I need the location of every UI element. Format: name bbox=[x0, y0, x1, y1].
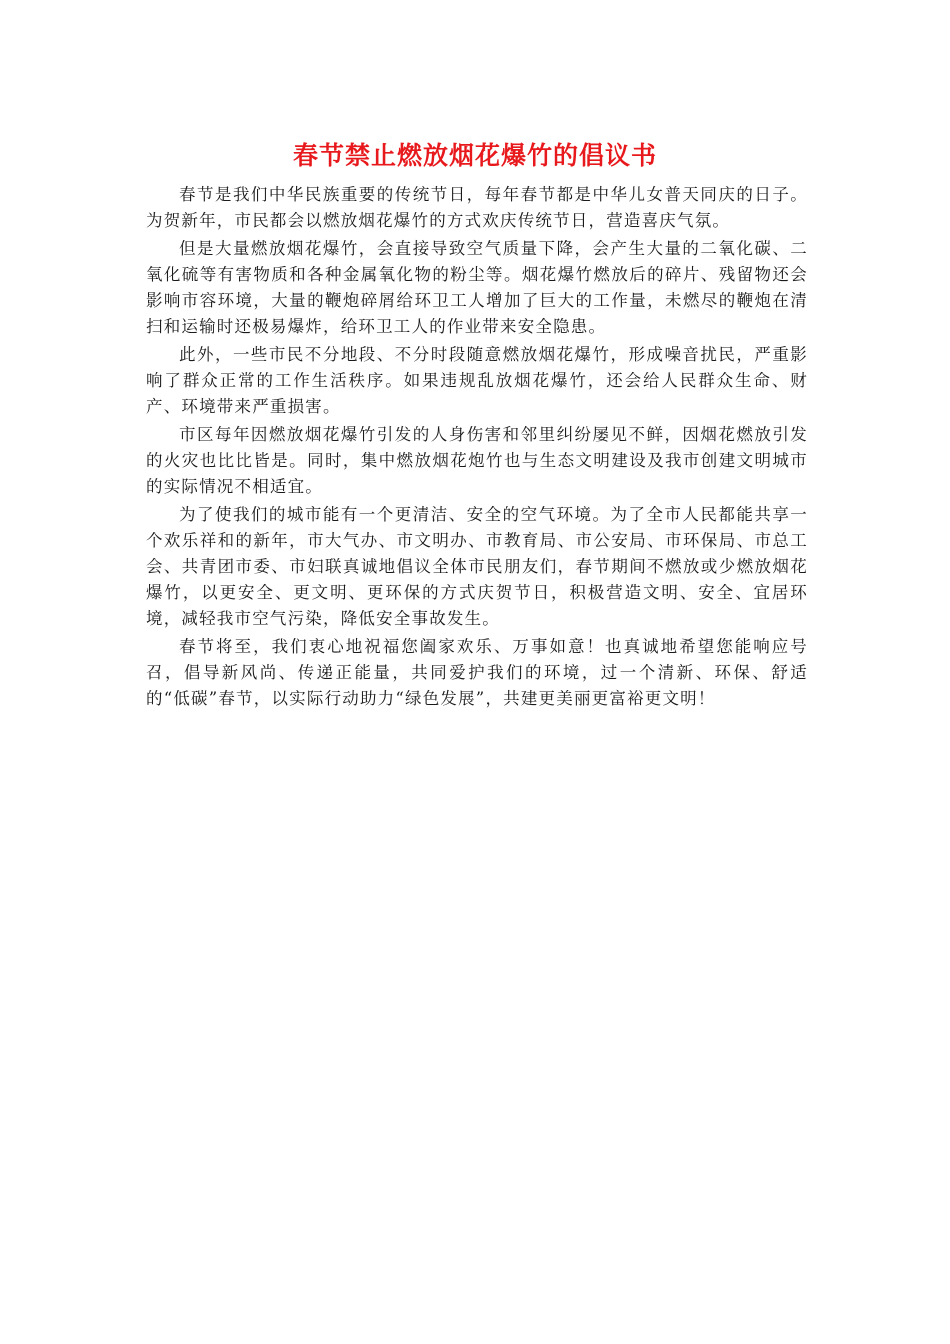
paragraph-3: 此外，一些市民不分地段、不分时段随意燃放烟花爆竹，形成噪音扰民，严重影响了群众正常的工作生活秩序。如果违规乱放烟花爆竹，还会给人民群众生命、财产、环境带来严重损害。 bbox=[146, 345, 808, 416]
document-title: 春节禁止燃放烟花爆竹的倡议书 bbox=[292, 141, 657, 170]
paragraph-5: 为了使我们的城市能有一个更清洁、安全的空气环境。为了全市人民都能共享一个欢乐祥和的新年，市大气办、市文明办、市教育局、市公安局、市环保局、市总工会、共青团市委、市妇联真诚地倡议全体市民朋友们，春节期间不燃放或少燃放烟花爆竹，以更安全、更文明、更环保的方式庆贺节日，积极营造文明、安全、宜居环境，减轻我市空气污染，降低安全事故发生。 bbox=[146, 505, 808, 628]
document-body bbox=[146, 182, 808, 714]
paragraph-6: 春节将至，我们衷心地祝福您阖家欢乐、万事如意！也真诚地希望您能响应号召，倡导新风尚、传递正能量，共同爱护我们的环境，过一个清新、环保、舒适的“低碳”春节，以实际行动助力“绿色发展”，共建更美丽更富裕更文明！ bbox=[146, 637, 808, 708]
paragraph-2: 但是大量燃放烟花爆竹，会直接导致空气质量下降，会产生大量的二氧化碳、二氧化硫等有害物质和各种金属氧化物的粉尘等。烟花爆竹燃放后的碎片、残留物还会影响市容环境，大量的鞭炮碎屑给环卫工人增加了巨大的工作量，未燃尽的鞭炮在清扫和运输时还极易爆炸，给环卫工人的作业带来安全隐患。 bbox=[146, 239, 808, 336]
paragraph-1: 春节是我们中华民族重要的传统节日，每年春节都是中华儿女普天同庆的日子。为贺新年，市民都会以燃放烟花爆竹的方式欢庆传统节日，营造喜庆气氛。 bbox=[146, 185, 808, 230]
paragraph-4: 市区每年因燃放烟花爆竹引发的人身伤害和邻里纠纷屡见不鲜，因烟花燃放引发的火灾也比比皆是。同时，集中燃放烟花炮竹也与生态文明建设及我市创建文明城市的实际情况不相适宜。 bbox=[146, 425, 808, 496]
